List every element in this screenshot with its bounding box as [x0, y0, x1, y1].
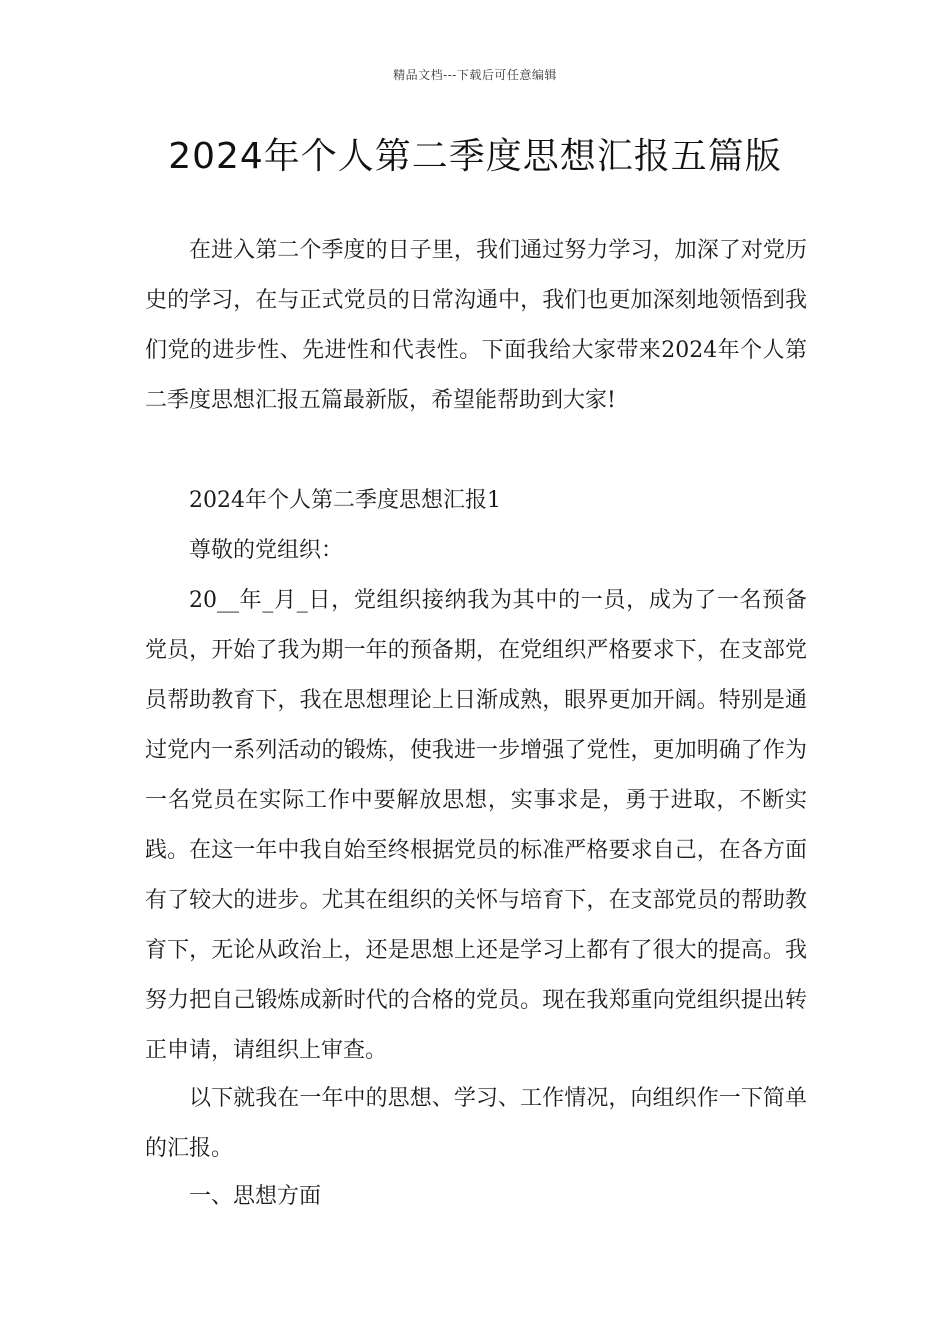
- section-title: 2024年个人第二季度思想汇报1: [189, 488, 501, 513]
- salutation: 尊敬的党组织：: [189, 538, 344, 563]
- body-paragraph-1: 20__年_月_日，党组织接纳我为其中的一员，成为了一名预备党员，开始了我为期一年的预备期，在党组织严格要求下，在支部党员帮助教育下，我在思想理论上日渐成熟，眼界更加开阔。特别是通过党内一系列活动的锻炼，使我进一步增强了党性，更加明确了作为一名党员在实际工作中要解放思想，实事求是，勇于进取，不断实践。在这一年中我自始至终根据党员的标准严格要求自己，在各方面有了较大的进步。尤其在组织的关怀与培育下，在支部党员的帮助教育下，无论从政治上，还是思想上还是学习上都有了很大的提高。我努力把自己锻炼成新时代的合格的党员。现在我郑重向党组织提出转正申请，请组织上审查。: [145, 588, 807, 1063]
- subheading-thought: 一、思想方面: [189, 1184, 322, 1209]
- header-note: 精品文档---下载后可任意编辑: [393, 68, 557, 82]
- document-title: 2024年个人第二季度思想汇报五篇版: [168, 136, 782, 177]
- intro-paragraph: 在进入第二个季度的日子里，我们通过努力学习，加深了对党历史的学习，在与正式党员的日常沟通中，我们也更加深刻地领悟到我们党的进步性、先进性和代表性。下面我给大家带来2024年个人第二季度思想汇报五篇最新版，希望能帮助到大家!: [145, 238, 807, 413]
- body-paragraph-2: 以下就我在一年中的思想、学习、工作情况，向组织作一下简单的汇报。: [145, 1086, 807, 1161]
